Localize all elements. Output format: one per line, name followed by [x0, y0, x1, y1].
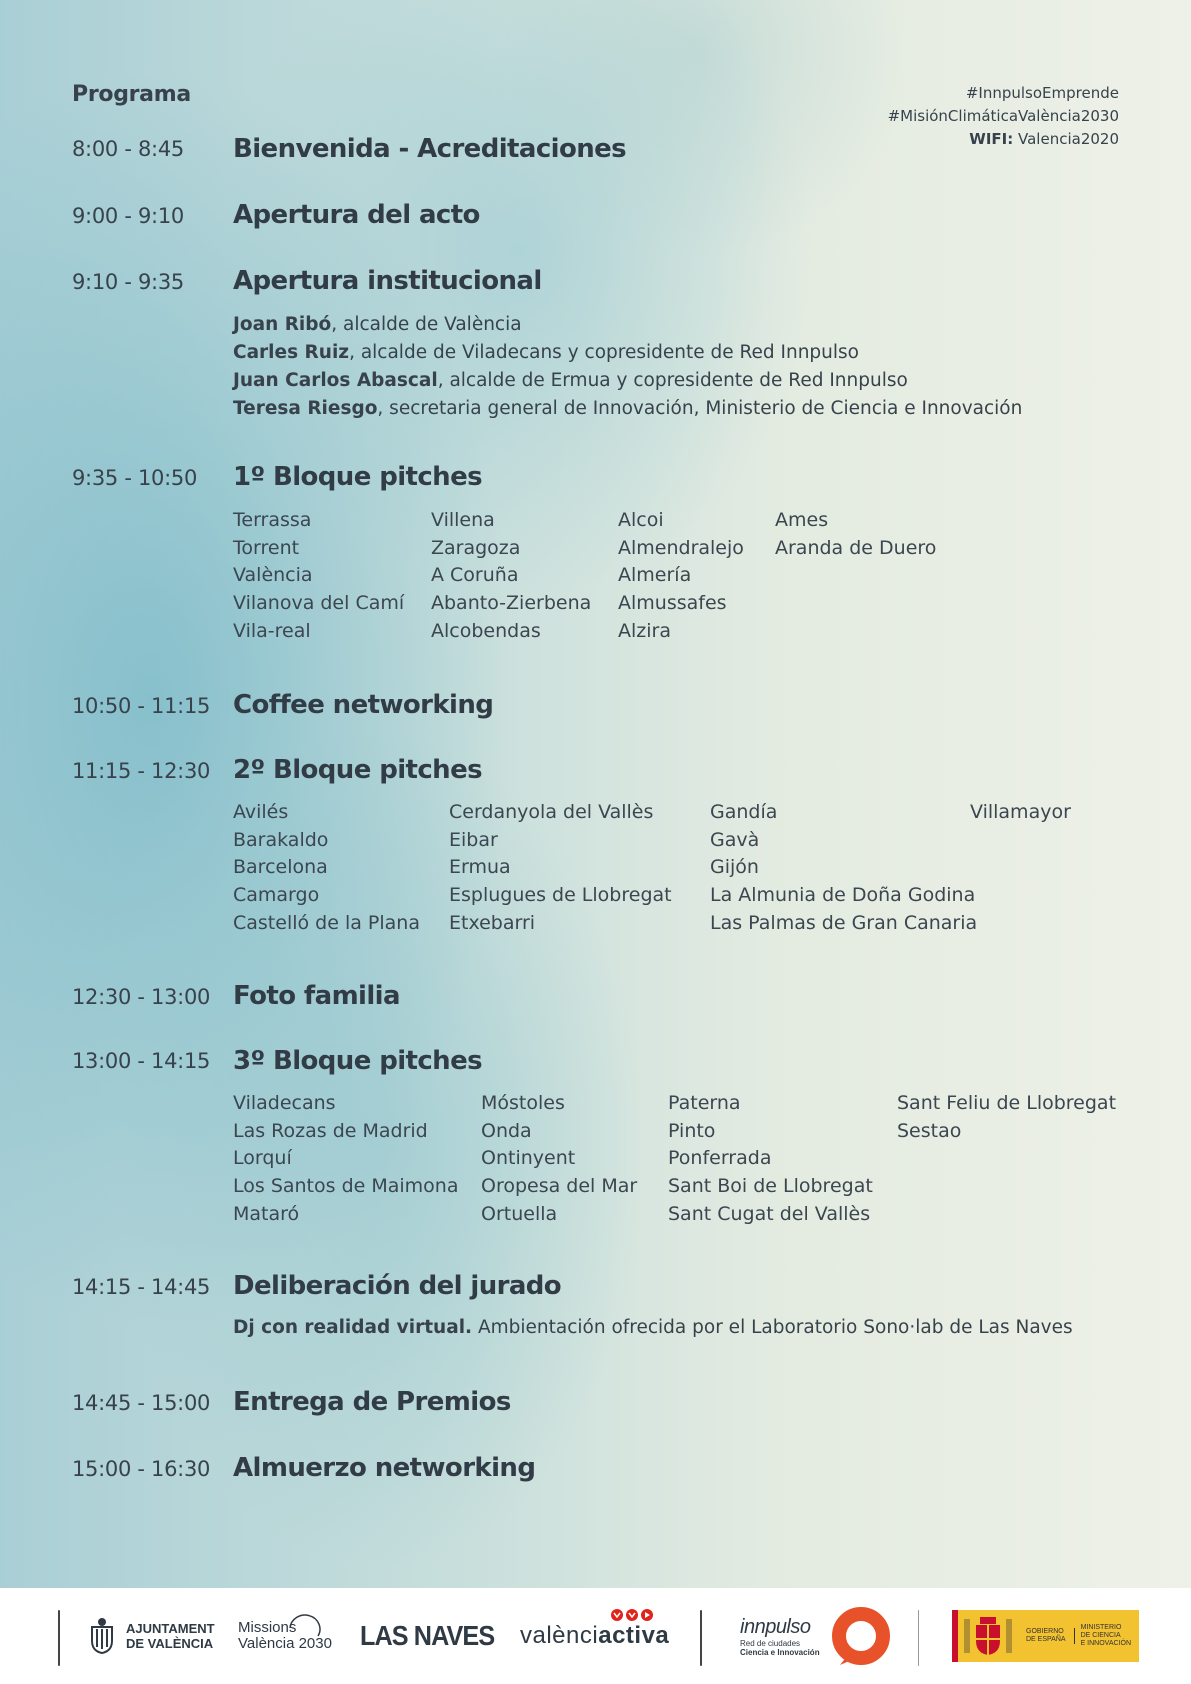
note-bold: Dj con realidad virtual.: [233, 1317, 473, 1338]
city-item: Alcoi: [618, 509, 664, 531]
speaker-name: Teresa Riesgo: [233, 398, 378, 419]
sponsor-footer: [0, 1588, 1191, 1684]
schedule-title: 2º Bloque pitches: [233, 755, 482, 785]
city-item: Sant Feliu de Llobregat: [897, 1092, 1117, 1114]
gob-line1: GOBIERNO: [1026, 1628, 1064, 1635]
ajuntament-text: AJUNTAMENT: [126, 1621, 215, 1636]
schedule-time: 9:35 - 10:50: [72, 466, 198, 490]
valencia2030-text: València 2030: [238, 1635, 332, 1652]
city-item: Ponferrada: [668, 1147, 772, 1170]
city-item: Barcelona: [233, 856, 328, 879]
wifi-label: WIFI:: [969, 130, 1014, 148]
innpulso-ring-icon: [830, 1605, 892, 1667]
innpulso-sub2: Ciencia e Innovación: [740, 1647, 820, 1657]
ministerio-text: [1075, 1624, 1139, 1648]
city-item: Sant Cugat del Vallès: [668, 1202, 871, 1225]
gobierno-logo: [952, 1588, 1139, 1684]
city-item: Villamayor: [970, 801, 1071, 823]
hashtags-block: [888, 82, 1119, 151]
missions-arc-icon: [288, 1614, 322, 1644]
city-item: Barakaldo: [233, 828, 329, 851]
city-item: Mataró: [233, 1202, 300, 1225]
city-item: Camargo: [233, 884, 320, 907]
speaker-role: , alcalde de Viladecans y copresidente de Red Innpulso: [349, 342, 859, 363]
city-item: Villena: [431, 509, 495, 531]
gob-line2: DE ESPAÑA: [1026, 1636, 1066, 1643]
city-item: Torrent: [233, 536, 300, 559]
ajuntament-logo: [88, 1588, 215, 1684]
las-naves-logo: LAS NAVES: [360, 1620, 495, 1651]
city-item: València: [233, 564, 313, 587]
city-item: Esplugues de Llobregat: [449, 884, 672, 907]
min-line1: MINISTERIO: [1080, 1624, 1122, 1631]
city-item: Gavà: [710, 828, 760, 851]
city-item: Vilanova del Camí: [233, 592, 405, 615]
note-text: Ambientación ofrecida por el Laboratorio Sono·lab de Las Naves: [472, 1317, 1073, 1338]
city-item: Vila-real: [233, 619, 311, 642]
city-item: A Coruña: [431, 564, 519, 587]
schedule-time: 9:00 - 9:10: [72, 204, 184, 228]
city-item: La Almunia de Doña Godina: [710, 884, 976, 907]
schedule-title: Coffee networking: [233, 690, 494, 720]
city-item: Almería: [618, 564, 692, 587]
missions-text: Missions: [238, 1619, 297, 1636]
city-item: Alcobendas: [431, 619, 541, 642]
speaker-name: Carles Ruiz: [233, 342, 350, 363]
schedule-title: Apertura del acto: [233, 200, 480, 230]
city-item: Las Palmas de Gran Canaria: [710, 911, 978, 934]
city-item: Aranda de Duero: [775, 536, 937, 559]
city-item: Pinto: [668, 1119, 716, 1142]
schedule-time: 14:45 - 15:00: [72, 1391, 211, 1415]
gobierno-text: [1018, 1628, 1075, 1644]
city-item: Gijón: [710, 856, 759, 879]
speaker-line: [233, 395, 1022, 423]
schedule-title: Deliberación del jurado: [233, 1271, 562, 1301]
valencia-word: valènci: [520, 1622, 599, 1649]
schedule-time: 11:15 - 12:30: [72, 759, 211, 783]
min-line2: DE CIENCIA: [1080, 1632, 1121, 1639]
footer-divider: [918, 1610, 919, 1666]
wifi-line: [888, 128, 1119, 151]
schedule-title: Bienvenida - Acreditaciones: [233, 134, 627, 164]
city-item: Eibar: [449, 828, 498, 851]
speaker-name: Joan Ribó: [233, 314, 332, 335]
city-item: Almussafes: [618, 592, 727, 615]
city-item: Abanto-Zierbena: [431, 592, 592, 615]
city-item: Móstoles: [481, 1092, 565, 1114]
city-item: Lorquí: [233, 1147, 292, 1170]
schedule-time: 10:50 - 11:15: [72, 694, 211, 718]
missions-logo: [238, 1588, 332, 1684]
schedule-title: Almuerzo networking: [233, 1453, 536, 1483]
innpulso-text: innpulso: [740, 1615, 811, 1638]
footer-divider: [58, 1610, 60, 1666]
city-item: Zaragoza: [431, 536, 521, 559]
speaker-name: Juan Carlos Abascal: [233, 370, 438, 391]
city-item: Cerdanyola del Vallès: [449, 801, 654, 823]
schedule-time: 9:10 - 9:35: [72, 270, 184, 294]
schedule-title: 3º Bloque pitches: [233, 1046, 482, 1076]
schedule-title: Entrega de Premios: [233, 1387, 511, 1417]
city-item: Avilés: [233, 801, 289, 823]
city-item: Alzira: [618, 619, 671, 642]
activa-word: activa: [598, 1622, 670, 1649]
footer-divider: [700, 1610, 702, 1666]
schedule-time: 12:30 - 13:00: [72, 985, 211, 1009]
city-item: Almendralejo: [618, 536, 744, 559]
valencia-activa-marks-icon: [610, 1608, 654, 1622]
city-item: Ortuella: [481, 1202, 558, 1225]
city-item: Sestao: [897, 1119, 962, 1142]
city-item: Paterna: [668, 1092, 741, 1114]
schedule-title: Foto familia: [233, 981, 400, 1011]
innpulso-logo: [740, 1588, 892, 1684]
min-line3: E INNOVACIÓN: [1080, 1640, 1131, 1647]
city-item: Viladecans: [233, 1092, 336, 1114]
city-item: Ermua: [449, 856, 511, 879]
city-item: Terrassa: [233, 509, 312, 531]
hashtag-mision: #MisiónClimáticaValència2030: [887, 107, 1119, 125]
schedule-time: 15:00 - 16:30: [72, 1457, 211, 1481]
schedule-time: 13:00 - 14:15: [72, 1049, 211, 1073]
schedule-time: 8:00 - 8:45: [72, 137, 184, 161]
schedule-title: Apertura institucional: [233, 266, 542, 296]
city-item: Ames: [775, 509, 829, 531]
speaker-role: , secretaria general de Innovación, Ministerio de Ciencia e Innovación: [377, 398, 1023, 419]
schedule-title: 1º Bloque pitches: [233, 462, 482, 492]
speaker-line: [233, 311, 522, 339]
speaker-role: , alcalde de Ermua y copresidente de Red Innpulso: [437, 370, 908, 391]
city-item: Las Rozas de Madrid: [233, 1119, 428, 1142]
city-item: Gandía: [710, 801, 778, 823]
city-item: Oropesa del Mar: [481, 1175, 638, 1198]
city-item: Onda: [481, 1119, 532, 1142]
de-valencia-text: DE VALÈNCIA: [126, 1636, 214, 1651]
programa-label: Programa: [72, 82, 191, 107]
coat-of-arms-icon: [88, 1617, 116, 1655]
spain-coat-icon: [958, 1613, 1018, 1659]
hashtag-innpulso: #InnpulsoEmprende: [965, 84, 1119, 102]
valencia-activa-logo: [520, 1588, 669, 1684]
deliberacion-note: [233, 1317, 1073, 1338]
city-item: Etxebarri: [449, 911, 536, 934]
wifi-value: Valencia2020: [1018, 130, 1119, 148]
innpulso-sub1: Red de ciudades: [740, 1638, 801, 1648]
city-item: Sant Boi de Llobregat: [668, 1175, 873, 1198]
city-item: Castelló de la Plana: [233, 911, 420, 934]
schedule-time: 14:15 - 14:45: [72, 1275, 211, 1299]
city-item: Ontinyent: [481, 1147, 576, 1170]
speaker-role: , alcalde de València: [331, 314, 522, 335]
speaker-line: [233, 339, 859, 367]
city-item: Los Santos de Maimona: [233, 1175, 459, 1198]
speaker-line: [233, 367, 908, 395]
